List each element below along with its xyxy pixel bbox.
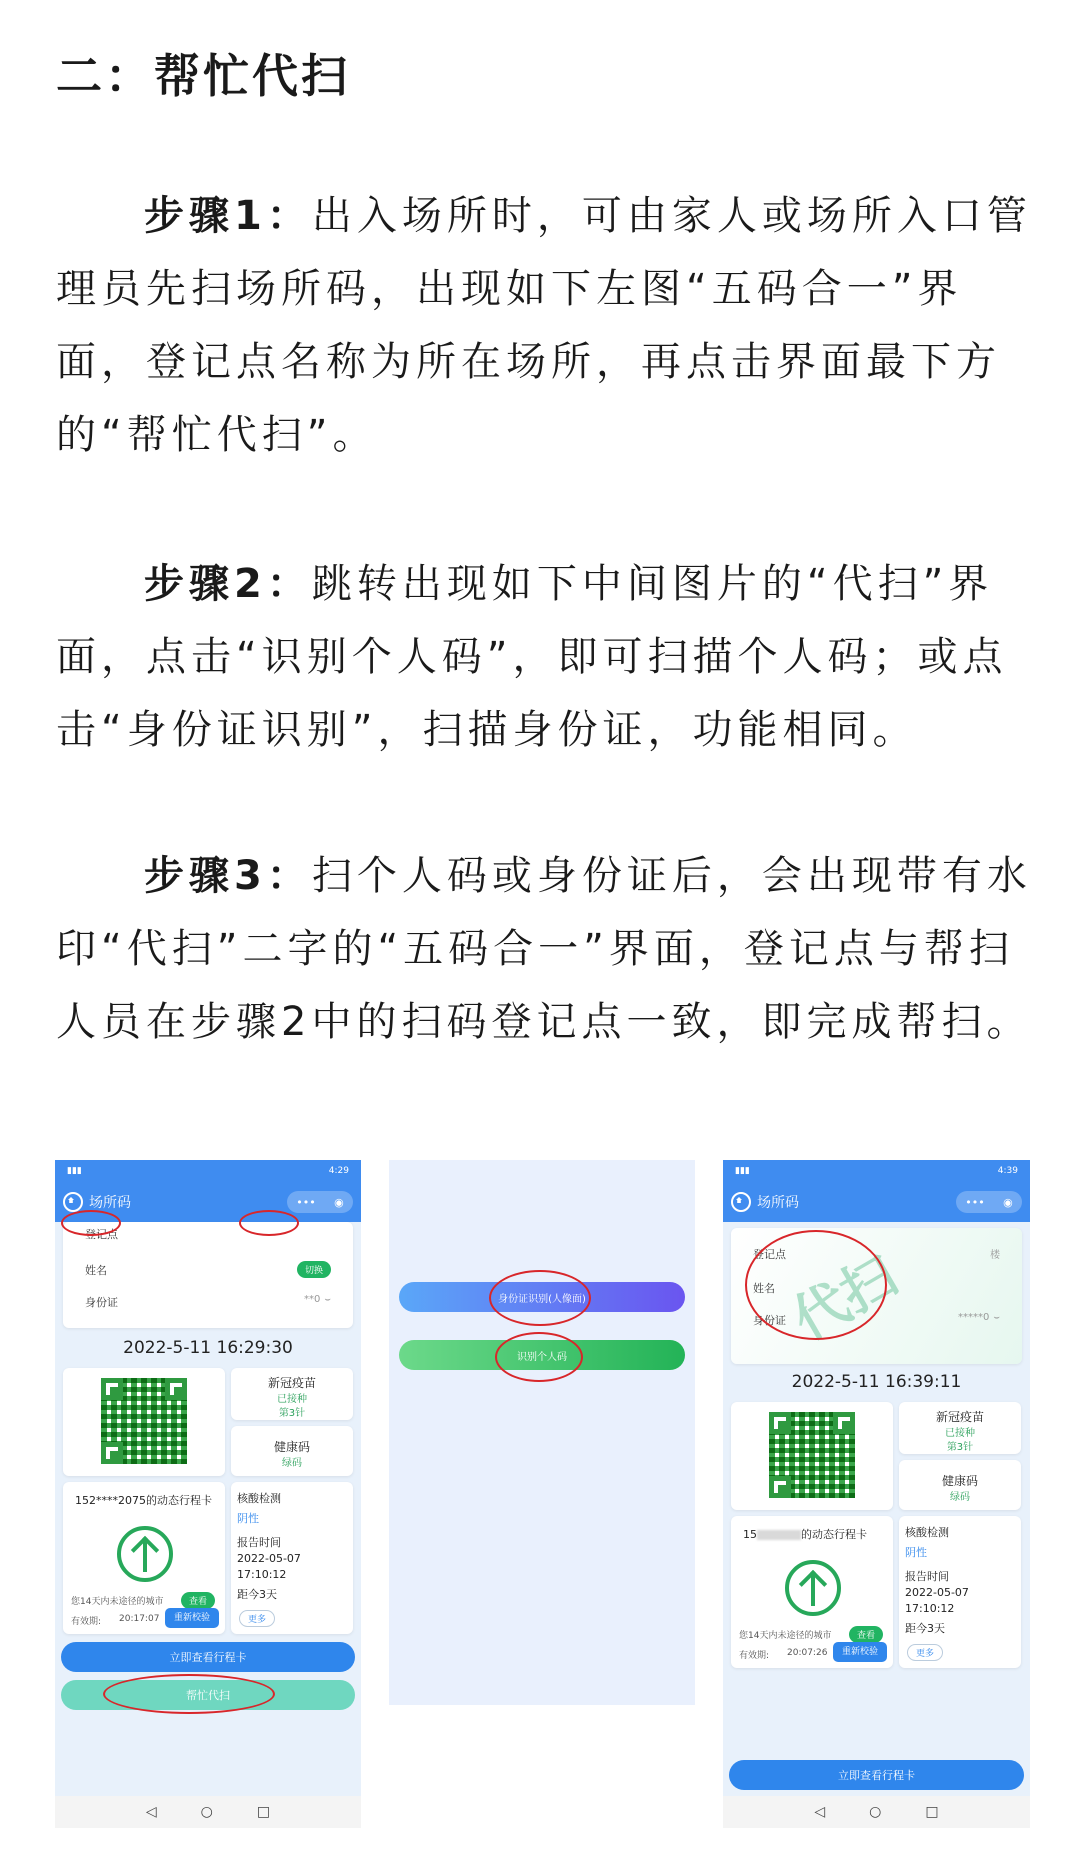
vaccine-status: 已接种 <box>945 1428 975 1439</box>
report-time: 17:10:12 <box>905 1602 955 1615</box>
test-result: 阴性 <box>237 1512 259 1525</box>
page-title: 场所码 <box>89 1195 131 1211</box>
vaccine-title: 新冠疫苗 <box>267 1376 316 1390</box>
status-bar <box>723 1160 1030 1182</box>
recent-apps-icon[interactable]: □ <box>925 1804 939 1820</box>
days-ago: 距今3天 <box>905 1622 945 1635</box>
section-heading: 二：帮忙代扫 <box>56 49 350 103</box>
status-time: 4:39 <box>997 1166 1018 1176</box>
eye-closed-icon[interactable]: ⌣ <box>324 1294 331 1305</box>
step-3-label: 步骤3： <box>144 853 312 899</box>
cities-text: 您14天内未途径的城市 <box>71 1597 164 1607</box>
personal-code-recognition-button[interactable]: 识别个人码 <box>399 1340 685 1370</box>
close-circle-icon[interactable]: ◉ <box>1003 1195 1013 1209</box>
system-nav-bar <box>55 1796 361 1828</box>
validity-time: 20:07:26 <box>787 1648 828 1658</box>
red-circle-annotation <box>495 1332 583 1382</box>
red-circle-annotation <box>745 1230 887 1340</box>
recent-apps-icon[interactable]: □ <box>256 1804 271 1820</box>
qr-card <box>63 1368 225 1476</box>
status-bar <box>55 1160 361 1182</box>
health-status: 绿码 <box>282 1458 302 1469</box>
cities-text: 您14天内未途径的城市 <box>739 1631 832 1641</box>
dengjidian-label: 登记点 <box>85 1228 118 1241</box>
nucleic-test-card <box>899 1516 1021 1668</box>
eye-closed-icon[interactable]: ⌣ <box>993 1312 1000 1323</box>
validity-label: 有效期: <box>71 1617 102 1627</box>
test-title: 核酸检测 <box>905 1526 949 1539</box>
step-2-paragraph <box>56 548 1036 767</box>
vaccine-card[interactable] <box>899 1402 1021 1454</box>
id-label: 身份证 <box>753 1314 786 1327</box>
page-title: 场所码 <box>757 1195 799 1211</box>
right-phone-screenshot <box>723 1160 1030 1828</box>
red-circle-annotation <box>489 1270 591 1326</box>
view-cities-button[interactable]: 查看 <box>181 1592 215 1609</box>
home-nav-icon[interactable]: ○ <box>869 1804 882 1820</box>
view-cities-button[interactable]: 查看 <box>849 1626 883 1643</box>
days-ago: 距今3天 <box>237 1588 277 1601</box>
more-dots-icon[interactable]: ••• <box>965 1195 985 1209</box>
info-card <box>63 1222 353 1328</box>
trip-card <box>63 1482 225 1634</box>
id-value: **0 ⌣ <box>304 1294 331 1305</box>
vaccine-status: 已接种 <box>277 1394 307 1405</box>
step-3-text: 扫个人码或身份证后，会出现带有水印“代扫”二字的“五码合一”界面，登记点与帮扫人员在步骤2中的扫码登记点一致，即完成帮扫。 <box>56 853 1032 1045</box>
id-label: 身份证 <box>85 1296 118 1309</box>
red-circle-annotation <box>103 1674 275 1714</box>
mini-program-capsule[interactable] <box>287 1191 353 1213</box>
step-3-paragraph <box>56 840 1036 1059</box>
health-code-card[interactable] <box>899 1460 1021 1510</box>
recheck-button[interactable]: 重新校验 <box>165 1608 219 1628</box>
validity-time: 20:17:07 <box>119 1614 160 1624</box>
qr-code <box>769 1412 855 1498</box>
report-date: 2022-05-07 <box>237 1552 301 1565</box>
scan-timestamp: 2022-5-11 16:29:30 <box>123 1338 293 1358</box>
vaccine-dose: 第3针 <box>278 1408 306 1419</box>
health-title: 健康码 <box>941 1474 978 1488</box>
back-icon[interactable]: ◁ <box>145 1804 157 1820</box>
recheck-button[interactable]: 重新校验 <box>833 1642 887 1662</box>
more-button[interactable]: 更多 <box>907 1644 943 1661</box>
trip-title: 152****2075的动态行程卡 <box>75 1494 212 1507</box>
more-dots-icon[interactable]: ••• <box>296 1195 316 1209</box>
vaccine-title: 新冠疫苗 <box>935 1410 984 1424</box>
report-label: 报告时间 <box>905 1570 949 1583</box>
trip-card <box>731 1516 893 1668</box>
green-arrow-icon <box>785 1560 841 1616</box>
home-icon[interactable] <box>731 1192 751 1212</box>
step-1-label: 步骤1： <box>144 193 312 239</box>
step-2-text: 跳转出现如下中间图片的“代扫”界面，点击“识别个人码”，即可扫描个人码；或点击“身份证识别”，扫描身份证，功能相同。 <box>56 561 1008 753</box>
nucleic-test-card <box>231 1482 353 1634</box>
view-trip-card-button[interactable]: 立即查看行程卡 <box>729 1760 1024 1790</box>
switch-button[interactable]: 切换 <box>297 1261 331 1278</box>
name-label: 姓名 <box>753 1282 775 1295</box>
name-label: 姓名 <box>85 1264 107 1277</box>
system-nav-bar <box>723 1796 1030 1828</box>
vaccine-card[interactable] <box>231 1368 353 1420</box>
id-value: *****0 ⌣ <box>958 1312 1000 1323</box>
vaccine-dose: 第3针 <box>946 1442 974 1453</box>
qr-code <box>101 1378 187 1464</box>
scan-timestamp: 2022-5-11 16:39:11 <box>791 1372 962 1392</box>
health-status: 绿码 <box>950 1492 970 1503</box>
close-circle-icon[interactable]: ◉ <box>334 1195 344 1209</box>
more-button[interactable]: 更多 <box>239 1610 275 1627</box>
step-1-paragraph <box>56 180 1036 472</box>
trip-title: 15 的动态行程卡 <box>743 1528 867 1541</box>
view-trip-card-button[interactable]: 立即查看行程卡 <box>61 1642 355 1672</box>
status-time: 4:29 <box>328 1166 349 1176</box>
health-title: 健康码 <box>273 1440 310 1454</box>
middle-phone-screenshot <box>389 1160 695 1705</box>
left-phone-screenshot <box>55 1160 361 1828</box>
back-icon[interactable]: ◁ <box>814 1804 826 1820</box>
id-card-recognition-button[interactable]: 身份证识别(人像面) <box>399 1282 685 1312</box>
red-circle-annotation <box>239 1210 299 1236</box>
dengjidian-value: 楼 <box>990 1250 1000 1261</box>
qr-card <box>731 1402 893 1510</box>
watermark-text: 代扫 <box>782 1243 908 1353</box>
home-nav-icon[interactable]: ○ <box>200 1804 213 1820</box>
report-label: 报告时间 <box>237 1536 281 1549</box>
mini-program-capsule[interactable] <box>956 1191 1022 1213</box>
dengjidian-label: 登记点 <box>753 1248 786 1261</box>
step-1-text: 出入场所时，可由家人或场所入口管理员先扫场所码，出现如下左图“五码合一”界面，登记点名称为所在场所，再点击界面最下方的“帮忙代扫”。 <box>56 193 1032 458</box>
test-result: 阴性 <box>905 1546 927 1559</box>
test-title: 核酸检测 <box>237 1492 281 1505</box>
home-icon[interactable] <box>63 1192 83 1212</box>
report-date: 2022-05-07 <box>905 1586 969 1599</box>
signal-icon: ▮▮▮ <box>735 1166 750 1176</box>
title-bar <box>723 1182 1030 1222</box>
signal-icon: ▮▮▮ <box>67 1166 82 1176</box>
report-time: 17:10:12 <box>237 1568 287 1581</box>
step-2-label: 步骤2： <box>144 561 312 607</box>
validity-label: 有效期: <box>739 1651 770 1661</box>
green-arrow-icon <box>117 1526 173 1582</box>
health-code-card[interactable] <box>231 1426 353 1476</box>
help-scan-button[interactable]: 帮忙代扫 <box>61 1680 355 1710</box>
red-circle-annotation <box>61 1210 121 1236</box>
